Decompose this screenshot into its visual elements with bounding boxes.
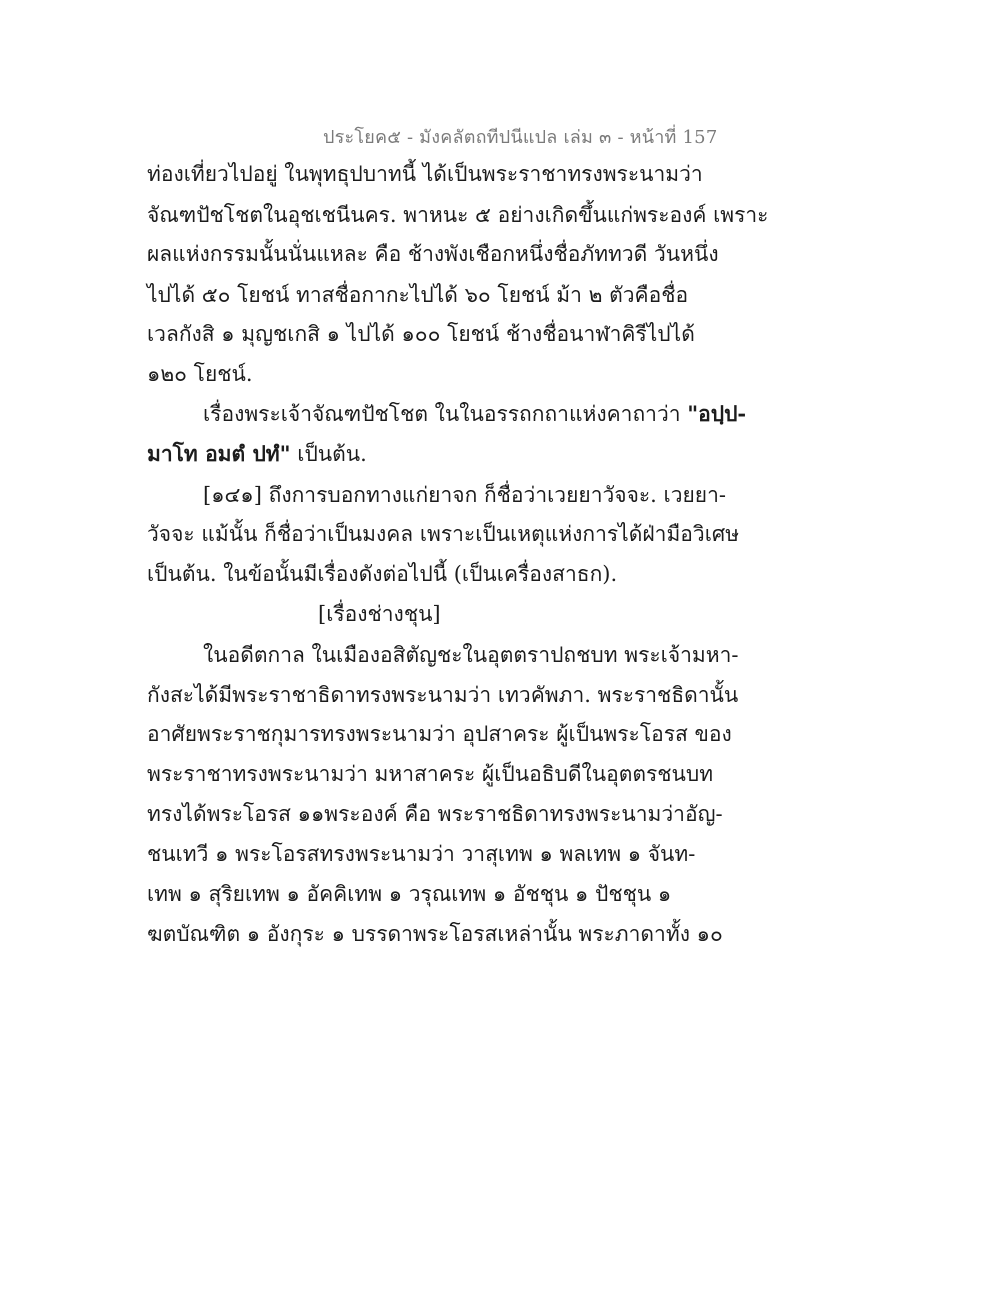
section-title: [เรื่องช่างชุน]	[318, 602, 441, 626]
text-line: เทพ ๑ สุริยเทพ ๑ อัคคิเทพ ๑ วรุณเทพ ๑ อัชชุน ๑ ปัชชุน ๑	[147, 882, 672, 906]
text-line: เป็นต้น. ในข้อนั้นมีเรื่องดังต่อไปนี้ (เป็นเครื่องสาธก).	[147, 562, 618, 586]
text-line: ในอดีตกาล ในเมืองอสิตัญชะในอุตตราปถชบท พระเจ้ามหา-	[203, 643, 739, 667]
text-line: ๑๒๐ โยชน์.	[147, 362, 253, 386]
text-line: [๑๔๑] ถึงการบอกทางแก่ยาจก ก็ชื่อว่าเวยยาวัจจะ. เวยยา-	[203, 483, 726, 507]
text-line: ทรงได้พระโอรส ๑๑พระองค์ คือ พระราชธิดาทรงพระนามว่าอัญ-	[147, 802, 723, 826]
pali-quote: "อปฺป-	[687, 401, 747, 426]
text-line: เวลกังสิ ๑ มุญชเกสิ ๑ ไปได้ ๑๐๐ โยชน์ ช้างชื่อนาฬาคิรีไปได้	[147, 322, 695, 346]
text-line: กังสะได้มีพระราชาธิดาทรงพระนามว่า เทวคัพภา. พระราชธิดานั้น	[147, 683, 739, 707]
paragraph-line	[147, 440, 367, 468]
paragraph-line	[203, 400, 746, 428]
text-line: ไปได้ ๕๐ โยชน์ ทาสชื่อกากะไปได้ ๖๐ โยชน์ ม้า ๒ ตัวคือชื่อ	[147, 283, 689, 307]
text-run: เป็นต้น.	[290, 442, 367, 466]
text-line: ผลแห่งกรรมนั้นนั่นแหละ คือ ช้างพังเชือกหนึ่งชื่อภัททวดี วันหนึ่ง	[147, 242, 719, 266]
text-line: อาศัยพระราชกุมารทรงพระนามว่า อุปสาคระ ผู้เป็นพระโอรส ของ	[147, 722, 732, 746]
text-run: เรื่องพระเจ้าจัณฑปัชโชต ในในอรรถกถาแห่งคาถาว่า	[203, 402, 688, 426]
text-line: ฆตบัณฑิต ๑ อังกุระ ๑ บรรดาพระโอรสเหล่านั้น พระภาดาทั้ง ๑๐	[147, 922, 723, 946]
text-line: จัณฑปัชโชตในอุชเชนีนคร. พาหนะ ๕ อย่างเกิดขึ้นแก่พระองค์ เพราะ	[147, 203, 769, 227]
text-line: ท่องเที่ยวไปอยู่ ในพุทธุปบาทนี้ ได้เป็นพระราชาทรงพระนามว่า	[147, 162, 703, 186]
text-line: พระราชาทรงพระนามว่า มหาสาคระ ผู้เป็นอธิบดีในอุตตรชนบท	[147, 762, 714, 786]
text-line: วัจจะ แม้นั้น ก็ชื่อว่าเป็นมงคล เพราะเป็นเหตุแห่งการได้ฝ่ามือวิเศษ	[147, 522, 740, 546]
pali-quote: มาโท อมตํ ปทํ"	[147, 441, 291, 466]
running-head: ประโยค๕ - มังคลัตถทีปนีแปล เล่ม ๓ - หน้าที่ 157	[323, 127, 718, 148]
text-line: ชนเทวี ๑ พระโอรสทรงพระนามว่า วาสุเทพ ๑ พลเทพ ๑ จันท-	[147, 842, 696, 866]
